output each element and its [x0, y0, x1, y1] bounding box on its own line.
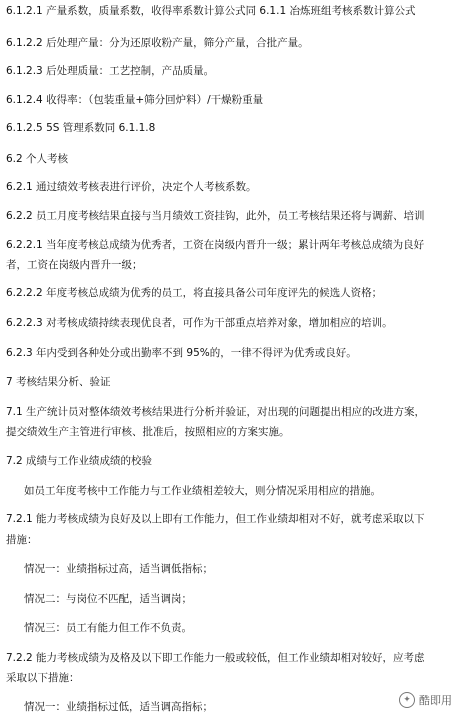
doc-line: 采取以下措施： — [6, 672, 80, 684]
doc-line: 6.1.2.5 5S 管理系数同 6.1.1.8 — [6, 122, 156, 134]
doc-line: 6.1.2.4 收得率：（包装重量+筛分回炉料）/干燥粉重量 — [6, 94, 264, 106]
section-heading: 6.2 个人考核 — [6, 153, 69, 165]
doc-line: 者，工资在岗级内晋升一级； — [6, 259, 143, 271]
doc-line: 情况一：业绩指标过高，适当调低指标； — [24, 563, 213, 575]
doc-line: 6.1.2.1 产量系数，质量系数，收得率系数计算公式同 6.1.1 冶炼班组考核系数计算公式 — [6, 5, 416, 17]
doc-line: 6.2.2.1 当年度考核总成绩为优秀者，工资在岗级内晋升一级；累计两年考核总成绩为良好 — [6, 239, 425, 251]
wechat-icon: ✦ — [399, 692, 415, 708]
doc-line: 7.2 成绩与工作业绩成绩的校验 — [6, 455, 153, 467]
doc-line: 6.1.2.2 后处理产量：分为还原收粉产量，筛分产量，合批产量。 — [6, 37, 309, 49]
watermark — [399, 692, 452, 708]
doc-line: 6.2.2.3 对考核成绩持续表现优良者，可作为干部重点培养对象，增加相应的培训。 — [6, 317, 393, 329]
doc-line: 措施： — [6, 534, 38, 546]
doc-line: 6.2.1 通过绩效考核表进行评价，决定个人考核系数。 — [6, 181, 257, 193]
doc-line: 情况一：业绩指标过低，适当调高指标； — [24, 701, 213, 713]
doc-line: 6.2.2 员工月度考核结果直接与当月绩效工资挂钩，此外，员工考核结果还将与调薪、培训 — [6, 210, 425, 222]
doc-line: 7.2.1 能力考核成绩为良好及以上即有工作能力，但工作业绩却相对不好，就考虑采取以下 — [6, 513, 425, 525]
section-heading: 7 考核结果分析、验证 — [6, 376, 111, 388]
doc-line: 7.1 生产统计员对整体绩效考核结果进行分析并验证，对出现的问题提出相应的改进方案， — [6, 406, 426, 418]
doc-line: 情况三：员工有能力但工作不负责。 — [24, 622, 192, 634]
doc-line: 6.2.3 年内受到各种处分或出勤率不到 95%的，一律不得评为优秀或良好。 — [6, 347, 357, 359]
doc-line: 如员工年度考核中工作能力与工作业绩相差较大，则分情况采用相应的措施。 — [24, 485, 381, 497]
doc-line: 7.2.2 能力考核成绩为及格及以下即工作能力一般或较低，但工作业绩却相对较好，应考虑 — [6, 652, 425, 664]
doc-line: 提交绩效生产主管进行审核、批准后，按照相应的方案实施。 — [6, 426, 290, 438]
doc-line: 6.1.2.3 后处理质量：工艺控制，产品质量。 — [6, 65, 215, 77]
watermark-text: 酷即用 — [419, 694, 452, 707]
doc-line: 6.2.2.2 年度考核总成绩为优秀的员工，将直接具备公司年度评先的候选人资格； — [6, 287, 383, 299]
doc-line: 情况二：与岗位不匹配，适当调岗； — [24, 593, 192, 605]
